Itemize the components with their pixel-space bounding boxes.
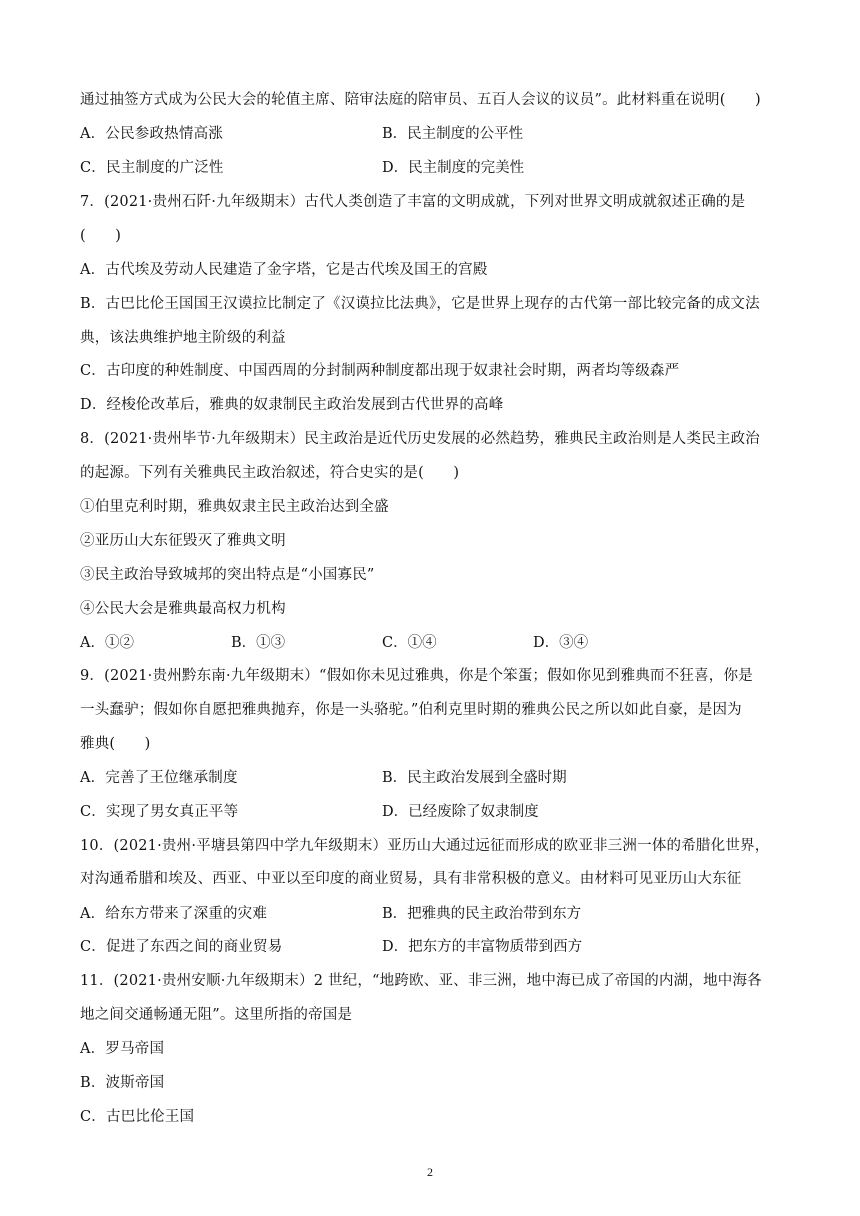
q8-item-3: ③民主政治导致城邦的突出特点是“小国寡民” — [80, 567, 375, 583]
q11-stem-line-1: 11．(2021·贵州安顺·九年级期末）2 世纪，“地跨欧、亚、非三洲，地中海已成了帝国的内湖，地中海各 — [80, 973, 762, 989]
q9-option-a[interactable]: A．完善了王位继承制度 — [80, 770, 238, 786]
q7-stem-line-1: 7．(2021·贵州石阡·九年级期末）古代人类创造了丰富的文明成就，下列对世界文明成就叙述正确的是 — [80, 194, 746, 210]
q8-option-a[interactable]: A．①② — [80, 635, 134, 651]
q10-option-d[interactable]: D．把东方的丰富物质带到西方 — [382, 939, 583, 955]
q7-option-d[interactable]: D．经梭伦改革后，雅典的奴隶制民主政治发展到古代世界的高峰 — [80, 397, 504, 413]
q10-option-c[interactable]: C．促进了东西之间的商业贸易 — [80, 939, 283, 955]
q9-stem-line-3: 雅典( ) — [80, 736, 151, 752]
q8-option-c[interactable]: C．①④ — [382, 635, 437, 651]
q7-option-a[interactable]: A．古代埃及劳动人民建造了金字塔，它是古代埃及国王的宫殿 — [80, 262, 488, 278]
q10-stem-line-1: 10．(2021·贵州·平塘县第四中学九年级期末）亚历山大通过远征而形成的欧亚非三洲一体的希腊化世界， — [80, 838, 770, 854]
q6-option-d[interactable]: D．民主制度的完美性 — [382, 160, 525, 176]
q8-item-1: ①伯里克利时期，雅典奴隶主民主政治达到全盛 — [80, 499, 389, 515]
q7-option-b-cont: 典，该法典维护地主阶级的利益 — [80, 330, 286, 346]
q10-stem-line-2: 对沟通希腊和埃及、西亚、中亚以至印度的商业贸易，具有非常积极的意义。由材料可见亚历山大东征 — [80, 871, 742, 887]
q7-option-b[interactable]: B．古巴比伦王国国王汉谟拉比制定了《汉谟拉比法典》，它是世界上现存的古代第一部比较完备的成文法 — [80, 296, 760, 312]
q11-option-b[interactable]: B．波斯帝国 — [80, 1075, 165, 1091]
q8-option-d[interactable]: D．③④ — [533, 635, 589, 651]
q8-stem-line-1: 8．(2021·贵州毕节·九年级期末）民主政治是近代历史发展的必然趋势，雅典民主政治则是人类民主政治 — [80, 431, 760, 447]
q9-option-d[interactable]: D．已经废除了奴隶制度 — [382, 804, 539, 820]
q10-option-a[interactable]: A．给东方带来了深重的灾难 — [80, 906, 268, 922]
q11-option-c[interactable]: C．古巴比伦王国 — [80, 1109, 195, 1125]
q6-option-b[interactable]: B．民主制度的公平性 — [382, 126, 524, 142]
q9-stem-line-1: 9．(2021·贵州黔东南·九年级期末）“假如你未见过雅典，你是个笨蛋；假如你见到雅典而不狂喜，你是 — [80, 668, 753, 684]
q8-item-4: ④公民大会是雅典最高权力机构 — [80, 601, 286, 617]
q6-option-c[interactable]: C．民主制度的广泛性 — [80, 160, 224, 176]
q6-stem-tail: 通过抽签方式成为公民大会的轮值主席、陪审法庭的陪审员、五百人会议的议员”。此材料重在说明( ) — [80, 92, 761, 108]
q11-option-a[interactable]: A．罗马帝国 — [80, 1041, 165, 1057]
q8-item-2: ②亚历山大东征毁灭了雅典文明 — [80, 533, 286, 549]
q11-stem-line-2: 地之间交通畅通无阻”。这里所指的帝国是 — [80, 1007, 353, 1023]
q8-option-b[interactable]: B．①③ — [231, 635, 286, 651]
q9-option-c[interactable]: C．实现了男女真正平等 — [80, 804, 239, 820]
q7-stem-line-2: ( ) — [80, 228, 122, 244]
q7-option-c[interactable]: C．古印度的种姓制度、中国西周的分封制两种制度都出现于奴隶社会时期，两者均等级森严 — [80, 363, 680, 379]
q6-option-a[interactable]: A．公民参政热情高涨 — [80, 126, 223, 142]
q9-stem-line-2: 一头蠢驴；假如你自愿把雅典抛弃，你是一头骆驼。”伯利克里时期的雅典公民之所以如此自豪，是因为 — [80, 702, 742, 718]
q10-option-b[interactable]: B．把雅典的民主政治带到东方 — [382, 906, 582, 922]
q9-option-b[interactable]: B．民主政治发展到全盛时期 — [382, 770, 567, 786]
page-number: 2 — [427, 1165, 433, 1179]
q8-stem-line-2: 的起源。下列有关雅典民主政治叙述，符合史实的是( ) — [80, 465, 460, 481]
